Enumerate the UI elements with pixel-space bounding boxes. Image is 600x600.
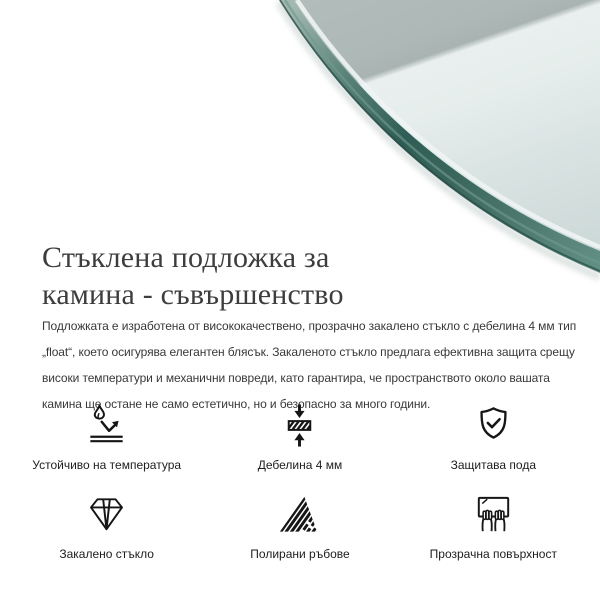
- polished-edges-icon: [276, 490, 323, 538]
- feature-item-protects-floor: [397, 401, 590, 472]
- heat-resistant-icon: [83, 401, 130, 449]
- feature-item-thickness: [203, 401, 396, 472]
- feature-label: Устойчиво на температура: [32, 458, 182, 472]
- product-description: Подложката е изработена от висококачествено, прозрачно закалено стъкло с дебелина 4 мм тип „float“, което осигурява елегантен блясък. Закаленото стъкло предлага ефективна защита срещу високи температури и механични повреди, като гарантира, че пространството около вашата камина ще остане не само естетично, но и безопасно за много години.: [42, 319, 577, 411]
- feature-label: Дебелина 4 мм: [257, 458, 343, 472]
- feature-item-heat-resistant: [10, 401, 203, 472]
- feature-label: Полирани ръбове: [250, 547, 350, 561]
- feature-list: [10, 401, 590, 561]
- feature-label: Защитава пода: [450, 458, 536, 472]
- feature-item-transparent-surface: [397, 490, 590, 561]
- feature-label: Закалено стъкло: [59, 547, 154, 561]
- page-title-line2: камина - съвършенство: [42, 278, 344, 311]
- thickness-icon: [276, 401, 323, 449]
- feature-label: Прозрачна повърхност: [429, 547, 557, 561]
- page-title-line1: Стъклена подложка за: [42, 241, 330, 274]
- page-title: [42, 239, 344, 313]
- feature-item-polished-edges: [203, 490, 396, 561]
- shield-check-icon: [470, 401, 517, 449]
- hands-on-glass-icon: [470, 490, 517, 538]
- diamond-icon: [83, 490, 130, 538]
- feature-item-tempered-glass: [10, 490, 203, 561]
